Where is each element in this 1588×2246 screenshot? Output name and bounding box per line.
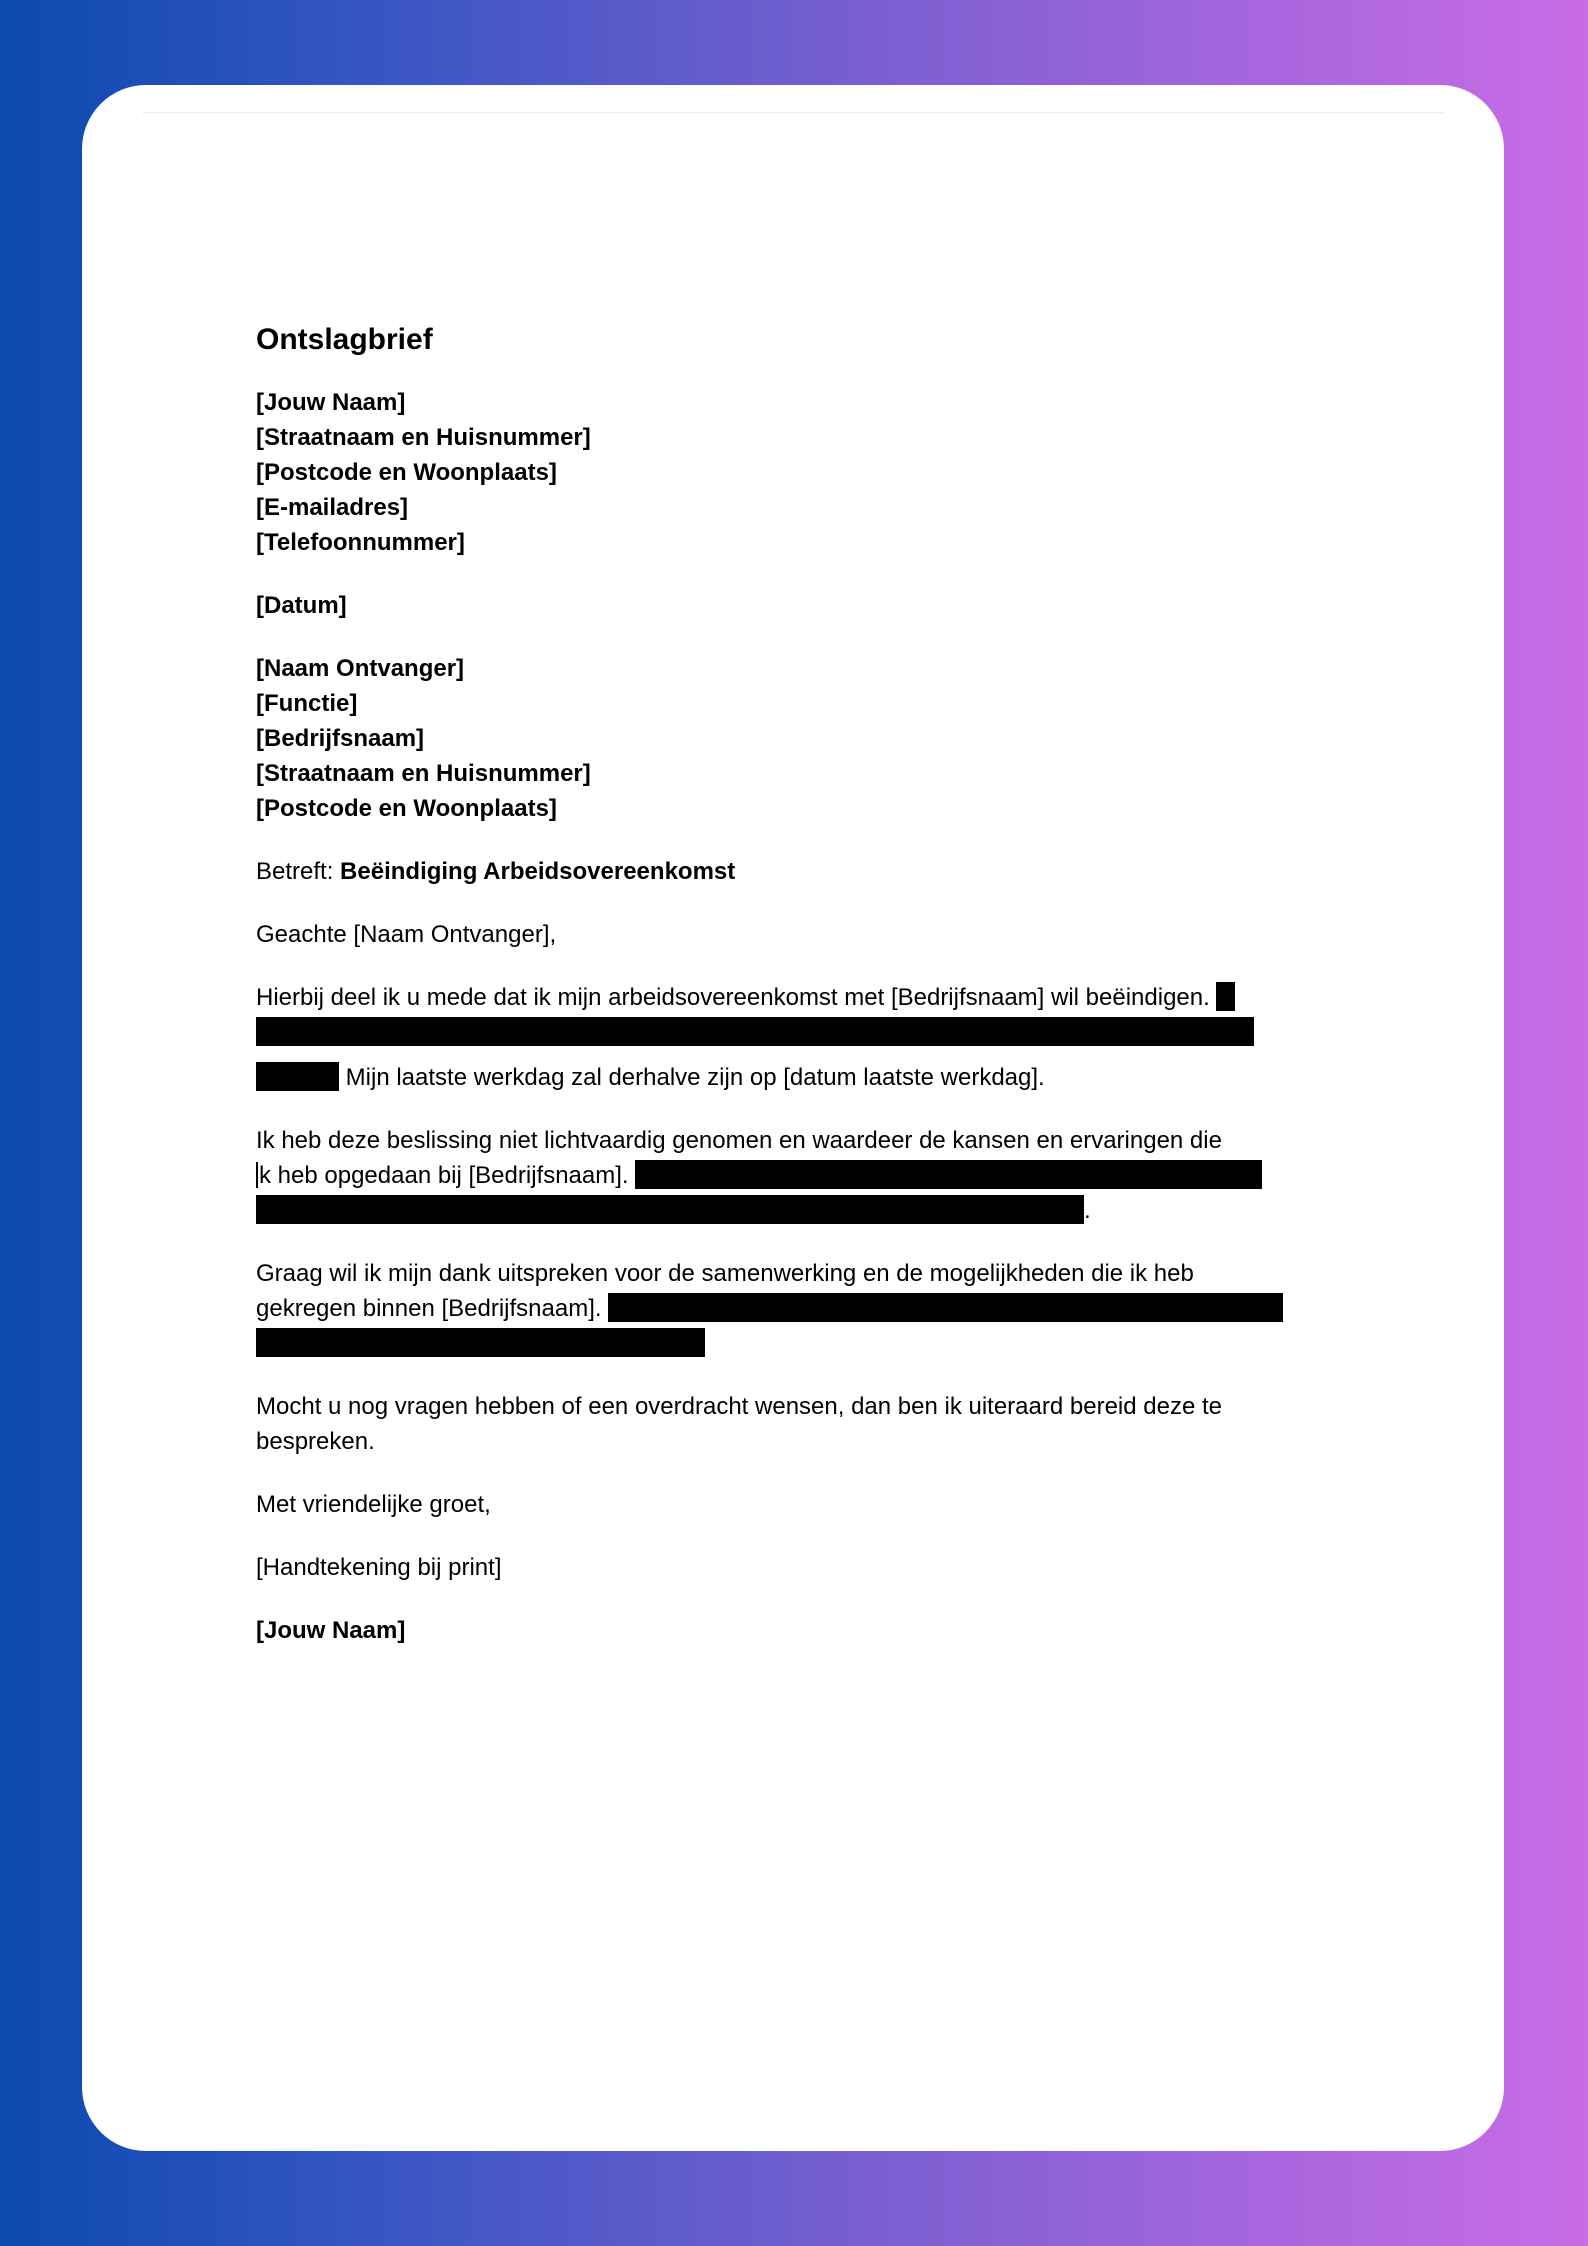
paragraph-1-text-3: Mijn laatste werkdag zal derhalve zijn op [datum laatste werkdag].	[345, 1064, 1045, 1091]
paragraph-2-line-1: Ik heb deze beslissing niet lichtvaardig genomen en waardeer de kansen en ervaringen die	[256, 1127, 1222, 1154]
text-cursor	[256, 1162, 258, 1188]
recipient-company: [Bedrijfsnaam]	[256, 725, 425, 752]
redaction-block	[256, 1062, 339, 1091]
paragraph-3	[256, 1256, 1406, 1361]
letter-title: Ontslagbrief	[256, 323, 433, 356]
paragraph-1-text-1: Hierbij deel ik u mede dat ik mijn arbeidsovereenkomst met [Bedrijfsnaam] wil beëindigen.	[256, 984, 1210, 1011]
resignation-letter	[256, 320, 1406, 1648]
subject-value: Beëindiging Arbeidsovereenkomst	[340, 858, 736, 885]
subject-label: Betreft:	[256, 858, 341, 885]
paragraph-2-text-2: k heb opgedaan bij [Bedrijfsnaam].	[259, 1162, 629, 1189]
sender-street: [Straatnaam en Huisnummer]	[256, 424, 591, 451]
paragraph-1-line-2	[256, 1015, 1406, 1050]
sender-postal: [Postcode en Woonplaats]	[256, 459, 557, 486]
card-divider	[142, 112, 1444, 113]
recipient-street: [Straatnaam en Huisnummer]	[256, 760, 591, 787]
paragraph-2-line-3	[256, 1193, 1406, 1228]
salutation: Geachte [Naam Ontvanger],	[256, 921, 557, 948]
redaction-block	[1216, 982, 1235, 1011]
redaction-block	[256, 1328, 705, 1357]
paragraph-4	[256, 1389, 1406, 1459]
letter-date: [Datum]	[256, 592, 347, 619]
redaction-block	[608, 1293, 1283, 1322]
paragraph-1-line-1	[256, 980, 1406, 1015]
closing: Met vriendelijke groet,	[256, 1491, 491, 1518]
paragraph-2	[256, 1123, 1406, 1228]
recipient-block	[256, 651, 1406, 826]
document-card	[82, 85, 1504, 2151]
subject-line	[256, 854, 1406, 889]
paragraph-1-line-3	[256, 1060, 1406, 1095]
paragraph-4-line-1: Mocht u nog vragen hebben of een overdracht wensen, dan ben ik uiteraard bereid deze te	[256, 1393, 1222, 1420]
sender-name: [Jouw Naam]	[256, 389, 406, 416]
redaction-block	[256, 1195, 1084, 1224]
paragraph-4-line-2: bespreken.	[256, 1428, 375, 1455]
sender-email: [E-mailadres]	[256, 494, 409, 521]
signature-note: [Handtekening bij print]	[256, 1554, 502, 1581]
redaction-block	[635, 1160, 1262, 1189]
sender-block	[256, 385, 1406, 560]
sender-phone: [Telefoonnummer]	[256, 529, 465, 556]
redaction-block	[256, 1017, 1254, 1046]
recipient-name: [Naam Ontvanger]	[256, 655, 465, 682]
paragraph-3-line-2	[256, 1291, 1406, 1326]
paragraph-1	[256, 980, 1406, 1095]
paragraph-3-line-1: Graag wil ik mijn dank uitspreken voor de samenwerking en de mogelijkheden die ik heb	[256, 1260, 1194, 1287]
paragraph-3-line-3	[256, 1326, 1406, 1361]
recipient-function: [Functie]	[256, 690, 358, 717]
paragraph-2-line-2	[256, 1158, 1406, 1193]
recipient-postal: [Postcode en Woonplaats]	[256, 795, 557, 822]
paragraph-3-text-2: gekregen binnen [Bedrijfsnaam].	[256, 1295, 602, 1322]
signature-name: [Jouw Naam]	[256, 1617, 406, 1644]
paragraph-2-text-3: .	[1084, 1197, 1091, 1224]
